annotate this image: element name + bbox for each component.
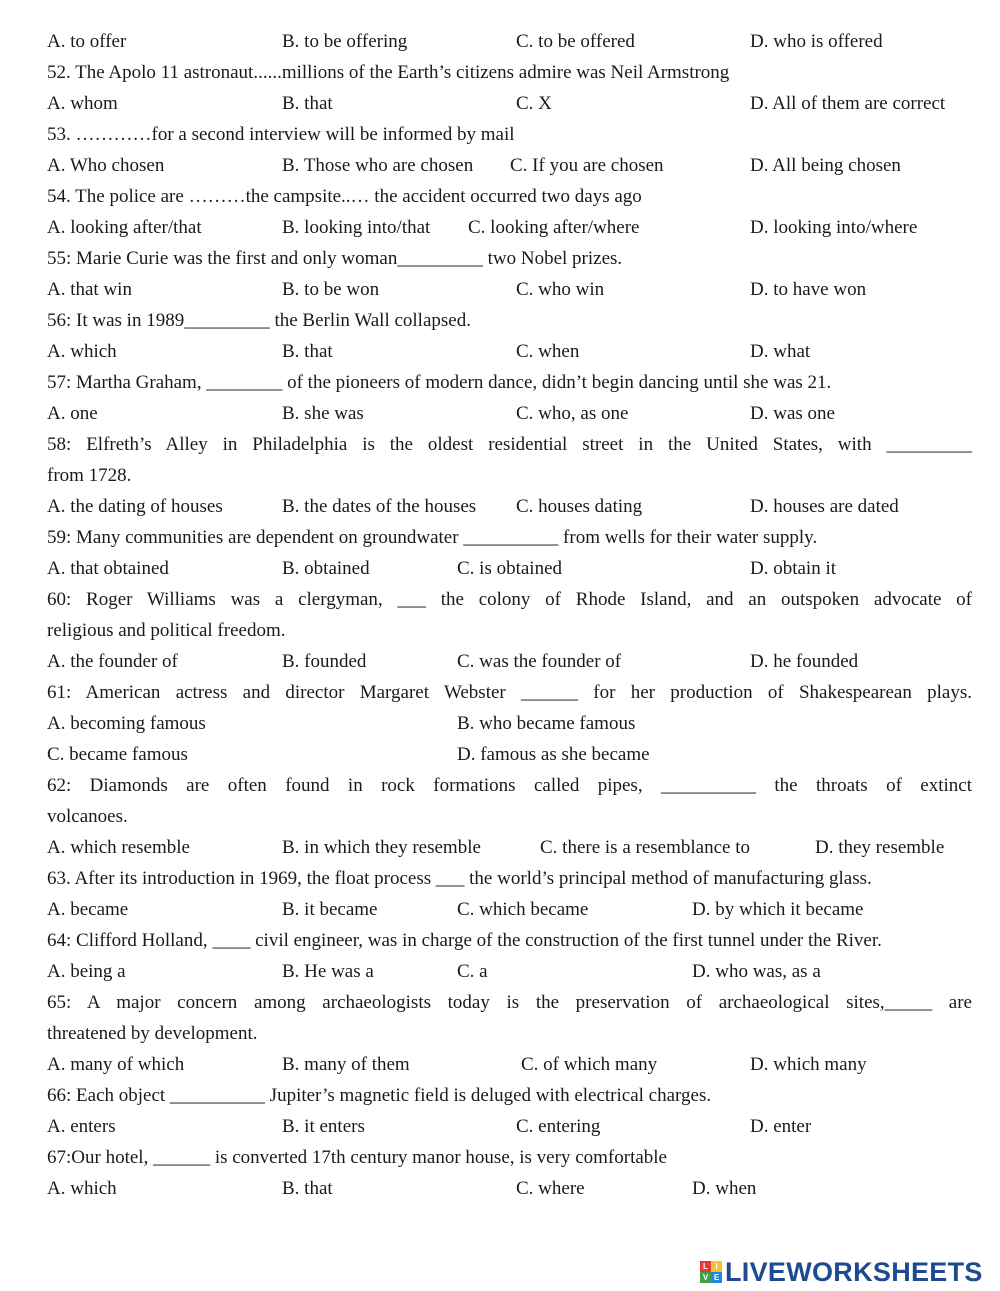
question-text: 58: Elfreth’s Alley in Philadelphia is the oldest residential street in the United States, with _________ — [47, 434, 972, 455]
answer-option[interactable]: B. it enters — [282, 1116, 365, 1137]
logo-icon — [700, 1261, 722, 1283]
answer-options-row — [47, 150, 972, 181]
question-text: 67:Our hotel, ______ is converted 17th century manor house, is very comfortable — [47, 1147, 667, 1168]
answer-option[interactable]: D. by which it became — [692, 899, 864, 920]
question-text: 60: Roger Williams was a clergyman, ___ the colony of Rhode Island, and an outspoken advocate of — [47, 589, 972, 610]
answer-option[interactable]: C. who, as one — [516, 403, 629, 424]
question-text: 63. After its introduction in 1969, the float process ___ the world’s principal method of manufacturing glass. — [47, 868, 872, 889]
brand-name: LIVEWORKSHEETS — [725, 1256, 983, 1287]
answer-option[interactable]: B. to be offering — [282, 31, 408, 52]
answer-option[interactable]: C. who win — [516, 279, 605, 300]
answer-options-row — [47, 212, 972, 243]
answer-option[interactable]: A. the dating of houses — [47, 496, 223, 517]
answer-option[interactable]: C. is obtained — [457, 558, 563, 579]
answer-option[interactable]: A. one — [47, 403, 98, 424]
question-text: 62: Diamonds are often found in rock formations called pipes, __________ the throats of extinct — [47, 775, 972, 796]
answer-option[interactable]: D. enter — [750, 1116, 812, 1137]
answer-option[interactable]: C. was the founder of — [457, 651, 622, 672]
answer-option[interactable]: B. it became — [282, 899, 378, 920]
answer-options-row — [47, 88, 972, 119]
answer-option[interactable]: D. was one — [750, 403, 835, 424]
answer-option[interactable]: C. when — [516, 341, 580, 362]
answer-options-row — [47, 398, 972, 429]
answer-option[interactable]: B. that — [282, 1178, 333, 1199]
question-text: volcanoes. — [47, 806, 128, 827]
question-text: religious and political freedom. — [47, 620, 286, 641]
logo-tile: I — [711, 1261, 722, 1272]
answer-option[interactable]: D. who is offered — [750, 31, 883, 52]
answer-options-row — [47, 956, 972, 987]
answer-option[interactable]: B. in which they resemble — [282, 837, 481, 858]
answer-options-row — [47, 491, 972, 522]
answer-option[interactable]: A. looking after/that — [47, 217, 202, 238]
answer-option[interactable]: B. she was — [282, 403, 364, 424]
answer-option[interactable]: A. enters — [47, 1116, 116, 1137]
answer-options-row — [47, 832, 972, 863]
answer-option[interactable]: D. All being chosen — [750, 155, 901, 176]
answer-option[interactable]: B. He was a — [282, 961, 374, 982]
question-text: 55: Marie Curie was the first and only woman_________ two Nobel prizes. — [47, 248, 623, 269]
answer-options-row — [47, 553, 972, 584]
answer-option[interactable]: B. obtained — [282, 558, 370, 579]
answer-option[interactable]: A. whom — [47, 93, 118, 114]
answer-option[interactable]: D. which many — [750, 1054, 867, 1075]
question-text: 54. The police are ………the campsite..… the accident occurred two days ago — [47, 186, 642, 207]
answer-options-row — [47, 708, 972, 739]
answer-options-row — [47, 739, 972, 770]
answer-option[interactable]: D. what — [750, 341, 811, 362]
answer-options-row — [47, 1173, 972, 1204]
answer-option[interactable]: C. where — [516, 1178, 585, 1199]
logo-tile: V — [700, 1272, 711, 1283]
answer-option[interactable]: D. houses are dated — [750, 496, 899, 517]
answer-option[interactable]: B. looking into/that — [282, 217, 431, 238]
answer-option[interactable]: C. houses dating — [516, 496, 643, 517]
question-text: 56: It was in 1989_________ the Berlin Wall collapsed. — [47, 310, 471, 331]
answer-option[interactable]: C. a — [457, 961, 488, 982]
answer-option[interactable]: C. became famous — [47, 744, 188, 765]
question-text: 66: Each object __________ Jupiter’s magnetic field is deluged with electrical charges. — [47, 1085, 712, 1106]
answer-option[interactable]: B. that — [282, 341, 333, 362]
answer-options-row — [47, 336, 972, 367]
answer-option[interactable]: A. to offer — [47, 31, 127, 52]
liveworksheets-logo[interactable] — [700, 1256, 983, 1288]
question-text: 64: Clifford Holland, ____ civil engineer, was in charge of the construction of the first tunnel under the River. — [47, 930, 882, 951]
answer-options-row — [47, 26, 972, 57]
answer-options-row — [47, 1111, 972, 1142]
answer-option[interactable]: B. that — [282, 93, 333, 114]
answer-option[interactable]: A. the founder of — [47, 651, 178, 672]
answer-option[interactable]: C. entering — [516, 1116, 601, 1137]
question-text: 52. The Apolo 11 astronaut......millions of the Earth’s citizens admire was Neil Armstrong — [47, 62, 730, 83]
answer-option[interactable]: D. he founded — [750, 651, 859, 672]
answer-option[interactable]: D. looking into/where — [750, 217, 918, 238]
question-text: 57: Martha Graham, ________ of the pioneers of modern dance, didn’t begin dancing until she was 21. — [47, 372, 832, 393]
answer-option[interactable]: D. when — [692, 1178, 757, 1199]
answer-option[interactable]: C. X — [516, 93, 552, 114]
answer-options-row — [47, 1049, 972, 1080]
answer-options-row — [47, 894, 972, 925]
answer-option[interactable]: B. to be won — [282, 279, 380, 300]
answer-option[interactable]: D. to have won — [750, 279, 867, 300]
question-text: 61: American actress and director Margaret Webster ______ for her production of Shakespearean plays. — [47, 682, 972, 703]
answer-option[interactable]: A. became — [47, 899, 129, 920]
answer-option[interactable]: A. which — [47, 1178, 117, 1199]
answer-option[interactable]: A. which resemble — [47, 837, 190, 858]
answer-option[interactable]: D. All of them are correct — [750, 93, 946, 114]
answer-option[interactable]: B. the dates of the houses — [282, 496, 477, 517]
answer-option[interactable]: D. they resemble — [815, 837, 945, 858]
answer-option[interactable]: C. to be offered — [516, 31, 635, 52]
answer-option[interactable]: B. founded — [282, 651, 367, 672]
answer-option[interactable]: B. many of them — [282, 1054, 410, 1075]
answer-option[interactable]: A. Who chosen — [47, 155, 165, 176]
answer-option[interactable]: A. that obtained — [47, 558, 169, 579]
answer-option[interactable]: C. of which many — [521, 1054, 658, 1075]
answer-option[interactable]: C. there is a resemblance to — [540, 837, 750, 858]
logo-tile: E — [711, 1272, 722, 1283]
answer-option[interactable]: C. which became — [457, 899, 589, 920]
answer-option[interactable]: C. If you are chosen — [510, 155, 664, 176]
answer-option[interactable]: A. that win — [47, 279, 132, 300]
question-text: threatened by development. — [47, 1023, 258, 1044]
answer-option[interactable]: D. who was, as a — [692, 961, 821, 982]
answer-option[interactable]: B. Those who are chosen — [282, 155, 474, 176]
answer-option[interactable]: A. becoming famous — [47, 713, 206, 734]
question-text: from 1728. — [47, 465, 132, 486]
answer-options-row — [47, 274, 972, 305]
answer-option[interactable]: A. being a — [47, 961, 126, 982]
answer-option[interactable]: A. which — [47, 341, 117, 362]
logo-tile: L — [700, 1261, 711, 1272]
answer-option[interactable]: A. many of which — [47, 1054, 185, 1075]
answer-options-row — [47, 646, 972, 677]
answer-option[interactable]: D. obtain it — [750, 558, 837, 579]
answer-option[interactable]: D. famous as she became — [457, 744, 650, 765]
question-text: 53. …………for a second interview will be informed by mail — [47, 124, 515, 145]
question-text: 65: A major concern among archaeologists today is the preservation of archaeological sites,_____ are — [47, 992, 972, 1013]
answer-option[interactable]: C. looking after/where — [468, 217, 640, 238]
answer-option[interactable]: B. who became famous — [457, 713, 636, 734]
question-text: 59: Many communities are dependent on groundwater __________ from wells for their water supply. — [47, 527, 818, 548]
